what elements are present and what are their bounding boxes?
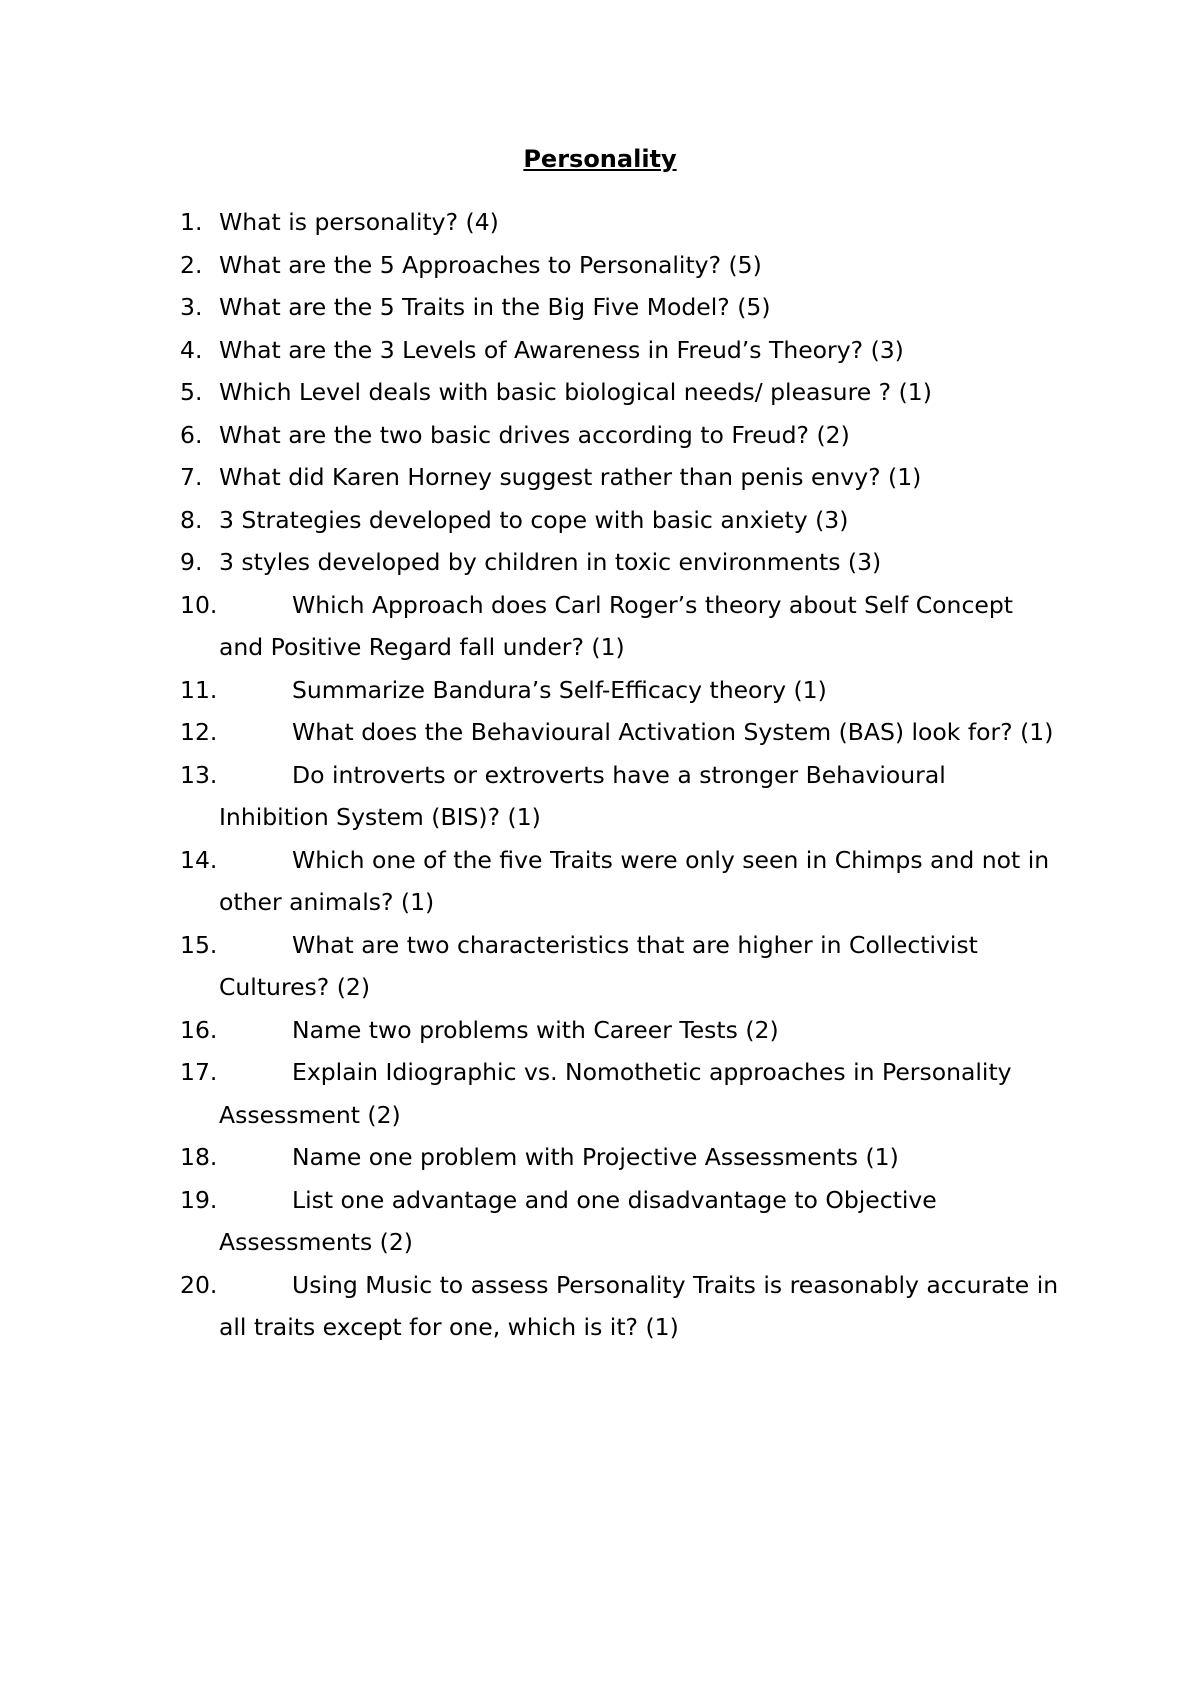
question-number: 18.: [180, 1143, 218, 1171]
question-item: [180, 201, 1060, 244]
question-item: [180, 1009, 1060, 1052]
question-text: Which Approach does Carl Roger’s theory about Self Concept and Positive Regard fall under? (1): [219, 590, 1013, 661]
question-list: [180, 201, 1060, 1349]
question-text: Summarize Bandura’s Self-Efficacy theory (1): [292, 675, 827, 704]
question-number: 2.: [180, 250, 203, 279]
question-number: 14.: [180, 845, 218, 874]
question-text: Name two problems with Career Tests (2): [292, 1015, 779, 1044]
question-number: 5.: [180, 378, 203, 406]
question-item: [180, 839, 1060, 924]
question-number: 1.: [180, 208, 203, 236]
question-item: [180, 456, 1060, 499]
question-number: 3.: [180, 293, 203, 321]
question-number: 4.: [180, 335, 203, 364]
question-number: 16.: [180, 1015, 218, 1044]
question-item: [180, 286, 1060, 329]
question-item: [180, 924, 1060, 1009]
question-number: 15.: [180, 930, 218, 959]
question-text: What did Karen Horney suggest rather than penis envy? (1): [219, 463, 922, 491]
question-number: 19.: [180, 1185, 218, 1214]
question-item: [180, 669, 1060, 712]
question-text: Which one of the five Traits were only seen in Chimps and not in other animals? (1): [219, 845, 1050, 916]
question-number: 11.: [180, 675, 218, 704]
question-item: [180, 1179, 1060, 1264]
question-text: Using Music to assess Personality Traits is reasonably accurate in all traits except for one, which is it? (1): [219, 1270, 1059, 1341]
question-text: What is personality? (4): [219, 208, 499, 236]
question-item: [180, 754, 1060, 839]
question-text: 3 Strategies developed to cope with basic anxiety (3): [219, 505, 849, 534]
document-title: Personality: [523, 145, 677, 173]
question-item: [180, 371, 1060, 414]
question-number: 17.: [180, 1058, 218, 1086]
question-number: 8.: [180, 505, 203, 534]
question-number: 13.: [180, 760, 218, 789]
question-item: [180, 414, 1060, 457]
question-text: Name one problem with Projective Assessments (1): [292, 1143, 899, 1171]
question-item: [180, 1136, 1060, 1179]
question-text: Explain Idiographic vs. Nomothetic approaches in Personality Assessment (2): [219, 1058, 1012, 1129]
question-item: [180, 584, 1060, 669]
question-item: [180, 1051, 1060, 1136]
question-text: What are the 3 Levels of Awareness in Freud’s Theory? (3): [219, 335, 904, 364]
question-item: [180, 1264, 1060, 1349]
question-item: [180, 499, 1060, 542]
question-number: 7.: [180, 463, 203, 491]
question-number: 6.: [180, 420, 203, 449]
question-item: [180, 711, 1060, 754]
question-text: What does the Behavioural Activation System (BAS) look for? (1): [292, 718, 1054, 746]
question-item: [180, 541, 1060, 584]
question-text: What are two characteristics that are higher in Collectivist Cultures? (2): [219, 930, 978, 1001]
question-text: Do introverts or extroverts have a stronger Behavioural Inhibition System (BIS)? (1): [219, 760, 946, 831]
question-number: 20.: [180, 1270, 218, 1299]
question-text: What are the 5 Approaches to Personality? (5): [219, 250, 762, 279]
question-number: 9.: [180, 548, 203, 576]
question-item: [180, 244, 1060, 287]
question-text: What are the 5 Traits in the Big Five Model? (5): [219, 293, 771, 321]
question-number: 12.: [180, 718, 218, 746]
question-text: 3 styles developed by children in toxic environments (3): [219, 548, 882, 576]
question-text: Which Level deals with basic biological needs/ pleasure ? (1): [219, 378, 932, 406]
question-item: [180, 329, 1060, 372]
question-text: List one advantage and one disadvantage to Objective Assessments (2): [219, 1185, 937, 1256]
question-text: What are the two basic drives according to Freud? (2): [219, 420, 850, 449]
question-number: 10.: [180, 590, 218, 619]
